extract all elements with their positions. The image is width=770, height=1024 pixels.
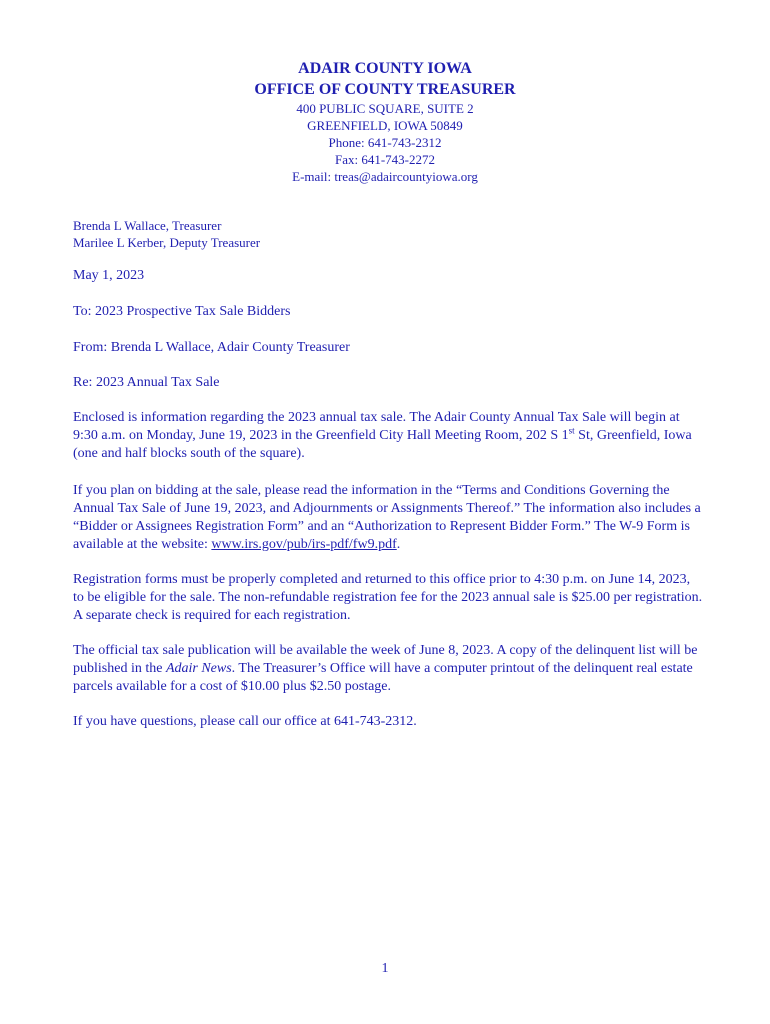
letterhead — [0, 58, 770, 185]
paragraph-publication-text: The official tax sale publication will be available the week of June 8, 2023. A copy of the delinquent list will be published in the — [73, 643, 698, 676]
letter-date: May 1, 2023 — [73, 268, 145, 283]
county-name: ADAIR COUNTY IOWA — [298, 60, 472, 77]
page-number: 1 — [381, 961, 389, 976]
memo-subject: Re: 2023 Annual Tax Sale — [73, 375, 220, 390]
paragraph-publication — [73, 642, 703, 696]
paragraph-terms — [73, 482, 703, 554]
w9-form-link[interactable]: www.irs.gov/pub/irs-pdf/fw9.pdf — [211, 537, 397, 552]
newspaper-name: Adair News — [165, 661, 232, 676]
paragraph-publication-text-end: . The Treasurer’s Office will have a computer printout of the delinquent real estate parcels available for a cost of $10.00 plus $2.50 postage. — [73, 661, 693, 694]
paragraph-sale-info-text-end: St, Greenfield, Iowa (one and half blocks south of the square). — [73, 428, 692, 461]
paragraph-questions: If you have questions, please call our office at 641-743-2312. — [73, 714, 417, 729]
paragraph-sale-info — [73, 409, 703, 463]
address-line-1: 400 PUBLIC SQUARE, SUITE 2 — [296, 101, 474, 116]
address-line-2: GREENFIELD, IOWA 50849 — [307, 118, 463, 133]
memo-to: To: 2023 Prospective Tax Sale Bidders — [73, 304, 291, 319]
treasurer-name: Brenda L Wallace, Treasurer — [73, 218, 222, 233]
deputy-treasurer-name: Marilee L Kerber, Deputy Treasurer — [73, 235, 261, 250]
paragraph-terms-text-end: . — [396, 537, 401, 552]
ordinal-suffix: st — [568, 425, 575, 436]
memo-from: From: Brenda L Wallace, Adair County Treasurer — [73, 340, 350, 355]
office-name: OFFICE OF COUNTY TREASURER — [254, 81, 516, 98]
paragraph-registration: Registration forms must be properly completed and returned to this office prior to 4:30 p.m. on June 14, 2023, to be eligible for the sale. The non-refundable registration fee for the 2023 annual sale is $25.00 per registration. A separate check is required for each registration. — [73, 572, 703, 623]
phone-line: Phone: 641-743-2312 — [328, 135, 442, 150]
paragraph-sale-info-text: Enclosed is information regarding the 2023 annual tax sale. The Adair County Annual Tax Sale will begin at 9:30 a.m. on Monday, June 19, 2023 in the Greenfield City Hall Meeting Room, 202 S 1 — [73, 410, 680, 443]
paragraph-terms-text: If you plan on bidding at the sale, please read the information in the “Terms and Conditions Governing the Annual Tax Sale of June 19, 2023, and Adjournments or Assignments Thereof.” The information also includes a “Bidder or Assignees Registration Form” and an “Authorization to Represent Bidder Form.” The W-9 Form is available at the website: — [73, 483, 701, 552]
signers-block — [73, 217, 260, 251]
fax-line: Fax: 641-743-2272 — [334, 152, 436, 167]
email-line: E-mail: treas@adaircountyiowa.org — [292, 169, 478, 184]
